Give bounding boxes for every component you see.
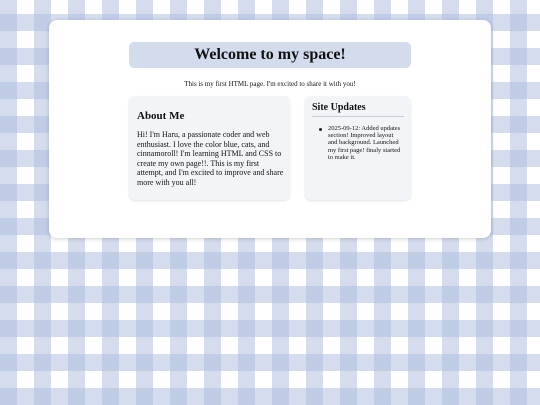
about-me-section: [129, 96, 290, 200]
update-item: 2025-09-12: Added updates section! Improved layout and background. Launched my first page! finaly started to make it.: [318, 125, 402, 161]
site-updates-section: [305, 96, 411, 200]
intro-text: This is my first HTML page. I'm excited to share it with you!: [184, 80, 356, 88]
main-card: [49, 20, 491, 238]
updates-heading: Site Updates: [312, 102, 366, 113]
page-title-banner: [129, 42, 411, 68]
updates-divider: [312, 116, 404, 117]
about-heading: About Me: [137, 110, 185, 122]
page-title: Welcome to my space!: [194, 46, 346, 63]
updates-list: [318, 125, 402, 161]
about-body: Hi! I'm Haru, a passionate coder and web enthusiast. I love the color blue, cats, and cinnamoroll! I'm learning HTML and CSS to create my own page!!. This is my first attempt, and I'm excited to improve and share more with you all!: [137, 130, 284, 187]
